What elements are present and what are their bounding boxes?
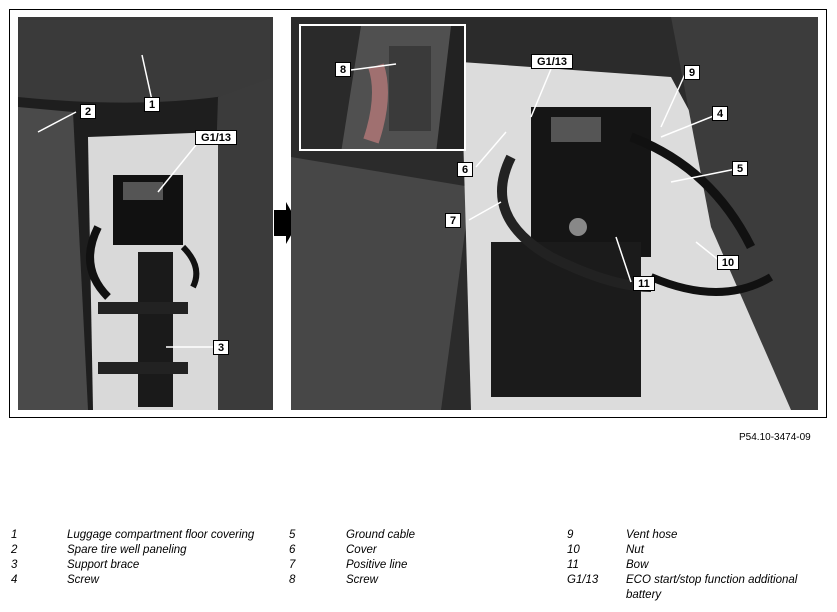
legend-item	[289, 543, 415, 558]
callout-8: 8	[335, 62, 351, 77]
legend-key: 2	[11, 544, 18, 556]
inset-photo-drawing	[301, 26, 466, 151]
legend-key: 5	[289, 529, 296, 541]
legend-item	[567, 528, 816, 543]
legend-text: Vent hose	[626, 529, 678, 541]
legend-key: 4	[11, 574, 18, 586]
legend-text: ECO start/stop function additional battery	[626, 574, 798, 601]
legend-item	[567, 573, 816, 603]
legend-item	[11, 573, 254, 588]
legend-text: Luggage compartment floor covering	[67, 529, 255, 541]
legend-key: 3	[11, 559, 18, 571]
legend-item	[289, 573, 415, 588]
callout-7: 7	[445, 213, 461, 228]
legend-text: Spare tire well paneling	[67, 544, 187, 556]
legend-text: Screw	[67, 574, 99, 586]
callout-g1-13-right: G1/13	[531, 54, 573, 69]
callout-g1-13: G1/13	[195, 130, 237, 145]
legend-item	[289, 558, 415, 573]
callout-4: 4	[712, 106, 728, 121]
callout-5: 5	[732, 161, 748, 176]
legend-col-2	[289, 528, 415, 588]
callout-11: 11	[633, 276, 655, 291]
legend-key: 8	[289, 574, 296, 586]
legend-text: Nut	[626, 544, 644, 556]
callout-6: 6	[457, 162, 473, 177]
legend-item	[567, 558, 816, 573]
legend-text: Support brace	[67, 559, 140, 571]
legend-key: 7	[289, 559, 296, 571]
callout-2: 2	[80, 104, 96, 119]
legend-item	[11, 528, 254, 543]
figure-reference: P54.10-3474-09	[739, 432, 811, 443]
legend-col-1	[11, 528, 254, 588]
legend-key: G1/13	[567, 574, 599, 586]
left-photo-drawing	[18, 17, 273, 410]
legend-key: 10	[567, 544, 580, 556]
callout-10: 10	[717, 255, 739, 270]
legend-text: Cover	[346, 544, 377, 556]
legend-key: 6	[289, 544, 296, 556]
callout-9: 9	[684, 65, 700, 80]
legend-key: 1	[11, 529, 18, 541]
legend-item	[11, 558, 254, 573]
callout-3: 3	[213, 340, 229, 355]
legend-col-3	[567, 528, 816, 603]
legend-text: Positive line	[346, 559, 408, 571]
legend-key: 11	[567, 559, 579, 571]
legend-key: 9	[567, 529, 574, 541]
legend-item	[289, 528, 415, 543]
legend-text: Bow	[626, 559, 649, 571]
inset-photo	[299, 24, 466, 151]
legend-item	[11, 543, 254, 558]
callout-1: 1	[144, 97, 160, 112]
right-photo	[291, 17, 818, 410]
legend-item	[567, 543, 816, 558]
legend-text: Screw	[346, 574, 378, 586]
left-photo	[18, 17, 273, 410]
legend-text: Ground cable	[346, 529, 416, 541]
